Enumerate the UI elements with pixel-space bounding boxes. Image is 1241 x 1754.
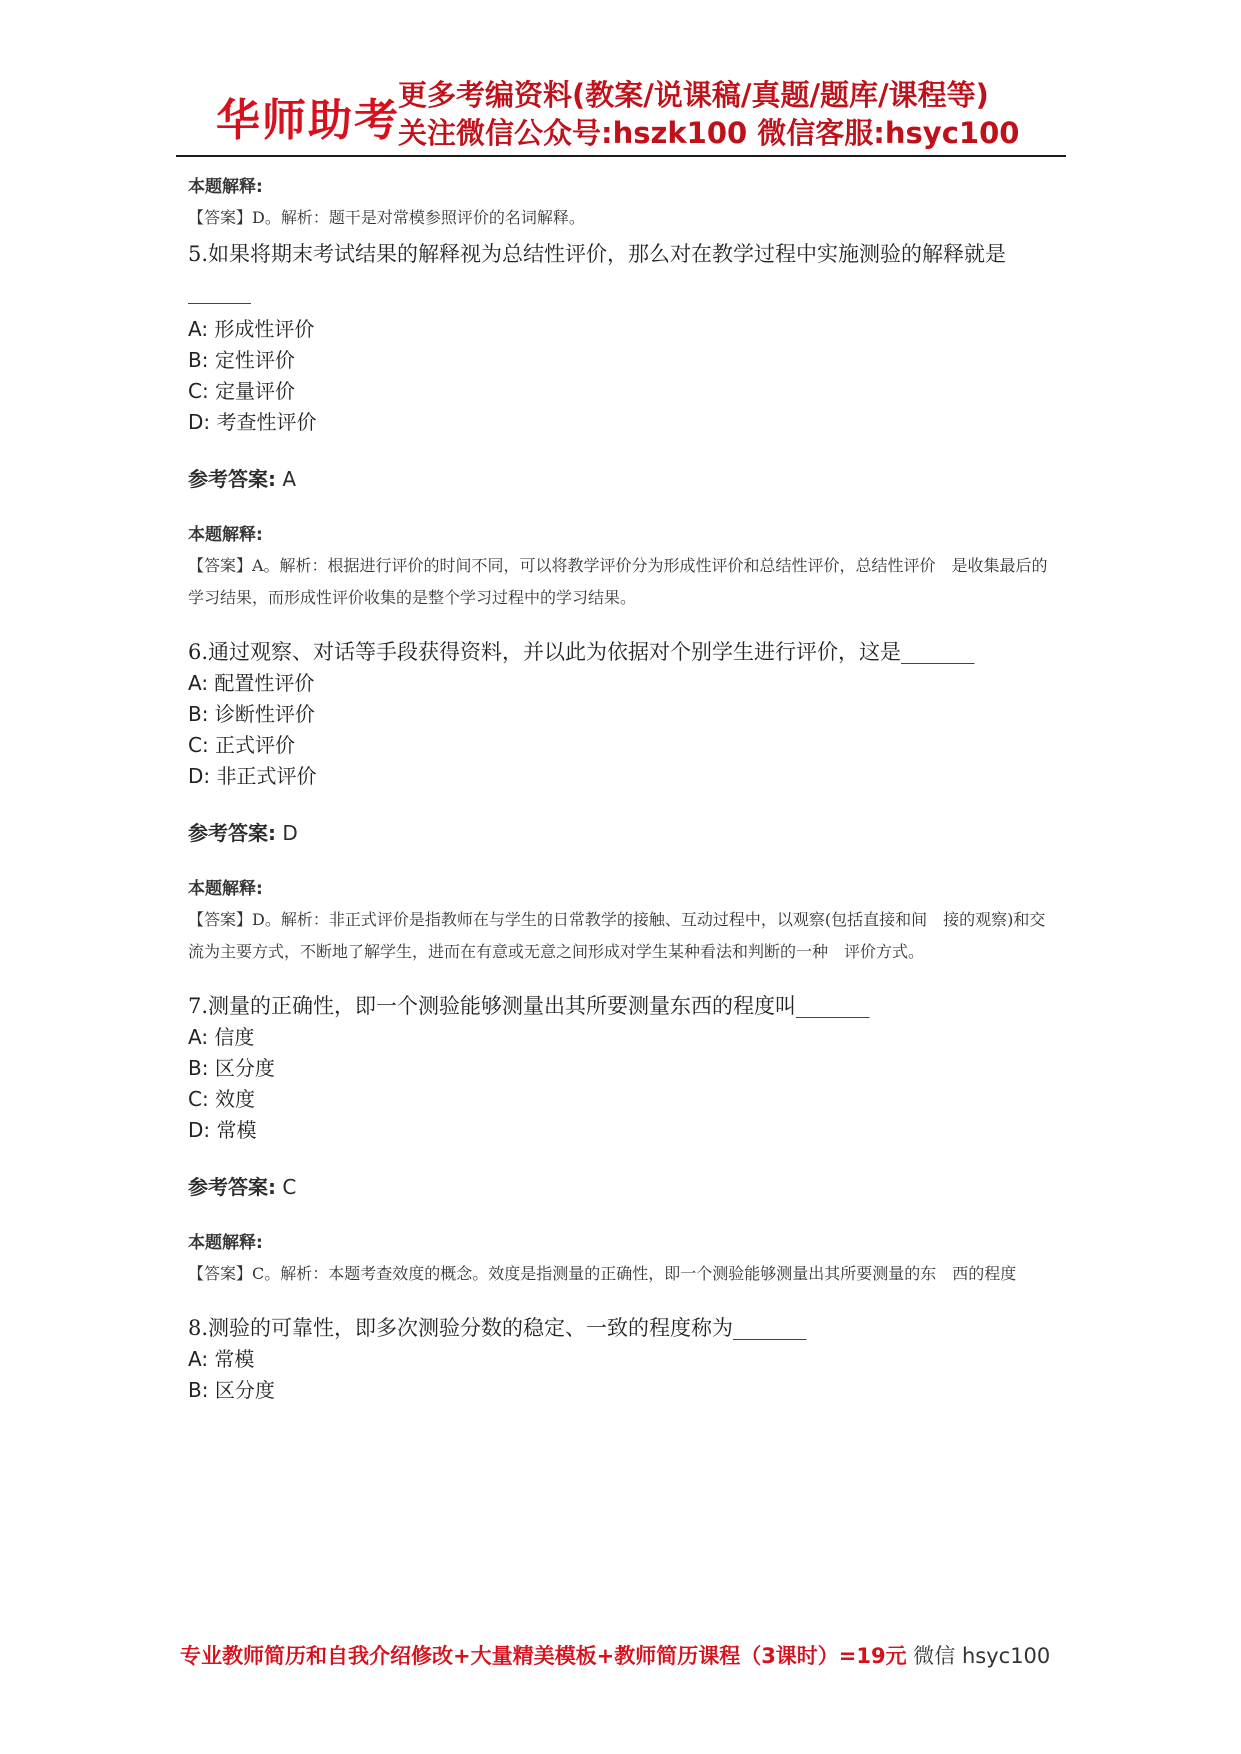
option-6a: A: 配置性评价 — [188, 671, 315, 695]
answer-value: C — [276, 1175, 297, 1199]
question-8: 8.测验的可靠性，即多次测验分数的稳定、一致的程度称为_______ — [188, 1316, 807, 1340]
document-body — [188, 172, 1058, 1406]
header-promo — [398, 76, 1019, 152]
option-8a: A: 常模 — [188, 1347, 255, 1371]
explanation-title: 本题解释: — [188, 177, 263, 197]
brand-logo: 华师助考 — [216, 95, 400, 146]
answer-6 — [188, 818, 1058, 848]
option-5b: B: 定性评价 — [188, 348, 295, 372]
option-7b: B: 区分度 — [188, 1056, 275, 1080]
option-5d: D: 考查性评价 — [188, 410, 317, 434]
explanation-text: 【答案】D。解析：非正式评价是指教师在与学生的日常教学的接触、互动过程中，以观察(包括直接和间 接的观察)和交流为主要方式，不断地了解学生，进而在有意或无意之间形成对学生某种看法和判断的一种 评价方式。 — [188, 910, 1046, 961]
question-5-blank: ______ — [188, 280, 251, 304]
option-6b: B: 诊断性评价 — [188, 702, 315, 726]
question-7: 7.测量的正确性，即一个测验能够测量出其所要测量东西的程度叫_______ — [188, 994, 870, 1018]
explanation-title: 本题解释: — [188, 525, 263, 545]
option-6c: C: 正式评价 — [188, 733, 296, 757]
question-5: 5.如果将期末考试结果的解释视为总结性评价，那么对在教学过程中实施测验的解释就是 — [188, 242, 1007, 266]
page-header — [176, 70, 1066, 156]
option-6d: D: 非正式评价 — [188, 764, 317, 788]
footer-contact: 微信 hsyc100 — [906, 1644, 1051, 1668]
answer-value: D — [276, 821, 298, 845]
footer-promo-text: 专业教师简历和自我介绍修改+大量精美模板+教师简历课程（3课时）=19元 — [180, 1644, 907, 1668]
answer-value: A — [276, 467, 297, 491]
header-promo-line2: 关注微信公众号:hszk100 微信客服:hsyc100 — [398, 116, 1020, 150]
answer-label: 参考答案: — [188, 821, 276, 845]
explanation-text: 【答案】C。解析：本题考查效度的概念。效度是指测量的正确性，即一个测验能够测量出其所要测量的东 西的程度 — [188, 1264, 1017, 1283]
answer-7 — [188, 1172, 1058, 1202]
header-promo-line1: 更多考编资料(教案/说课稿/真题/题库/课程等) — [398, 78, 989, 112]
header-divider — [176, 155, 1066, 157]
question-6: 6.通过观察、对话等手段获得资料，并以此为依据对个别学生进行评价，这是_______ — [188, 640, 975, 664]
footer-promo — [180, 1640, 1080, 1670]
answer-label: 参考答案: — [188, 467, 276, 491]
explanation-text: 【答案】A。解析：根据进行评价的时间不同，可以将教学评价分为形成性评价和总结性评价，总结性评价 是收集最后的学习结果，而形成性评价收集的是整个学习过程中的学习结果。 — [188, 556, 1048, 607]
explanation-title: 本题解释: — [188, 879, 263, 899]
option-7c: C: 效度 — [188, 1087, 256, 1111]
answer-5 — [188, 464, 1058, 494]
option-5c: C: 定量评价 — [188, 379, 296, 403]
explanation-text: 【答案】D。解析：题干是对常模参照评价的名词解释。 — [188, 208, 585, 227]
option-7d: D: 常模 — [188, 1118, 257, 1142]
explanation-title: 本题解释: — [188, 1233, 263, 1253]
option-5a: A: 形成性评价 — [188, 317, 315, 341]
option-7a: A: 信度 — [188, 1025, 255, 1049]
option-8b: B: 区分度 — [188, 1378, 275, 1402]
answer-label: 参考答案: — [188, 1175, 276, 1199]
